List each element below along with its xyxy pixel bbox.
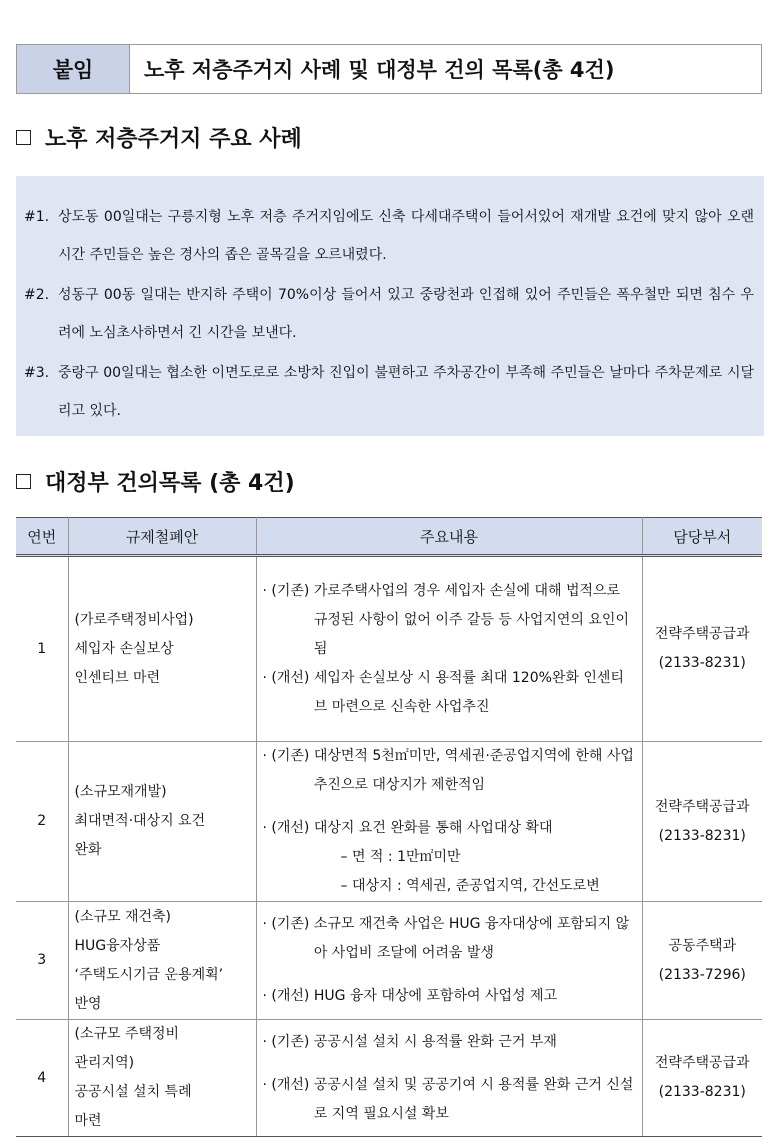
proposal-title-line: (가로주택정비사업) — [74, 611, 194, 628]
existing-item — [263, 742, 636, 800]
proposals-table — [16, 517, 762, 1137]
sub-item: – 면 적 : 1만㎡미만 — [340, 849, 461, 865]
proposal-title-line: (소규모재개발) — [74, 784, 167, 800]
existing-label: · (기존) — [262, 582, 314, 599]
document-title: 노후 저층주거지 사례 및 대정부 건의 목록(총 4건) — [144, 58, 615, 82]
proposal-title-line: 완화 — [74, 842, 102, 858]
existing-label: · (기존) — [262, 1033, 314, 1050]
improved-item — [263, 982, 636, 1011]
proposal-title-line: 인센티브 마련 — [74, 669, 161, 686]
improved-text: 대상지 요건 완화를 통해 사업대상 확대 — [313, 820, 553, 836]
improved-label: · (개선) — [262, 988, 314, 1004]
case-item — [24, 276, 754, 352]
department-phone: (2133-8231) — [658, 827, 746, 844]
attachment-tag: 붙임 — [17, 45, 130, 93]
proposal-title-line: ‘주택도시기금 운용계획’ — [74, 966, 224, 983]
proposals-heading-text: 대정부 건의목록 (총 4건) — [45, 471, 295, 496]
proposals-heading — [16, 466, 295, 497]
case-text: 성동구 00동 일대는 반지하 주택이 70%이상 들어서 있고 중랑천과 인접해 있어 주민들은 폭우철만 되면 침수 우려에 노심초사하면서 긴 시간을 보낸다. — [58, 287, 754, 341]
sub-item: – 대상지 : 역세권, 준공업지역, 간선도로변 — [340, 878, 600, 894]
department-name: 공동주택과 — [668, 937, 737, 954]
cases-heading-text: 노후 저층주거지 주요 사례 — [45, 127, 302, 152]
case-number: #2. — [24, 287, 50, 303]
proposal-title — [68, 1020, 256, 1137]
department-name: 전략주택공급과 — [654, 798, 750, 815]
existing-text: 공공시설 설치 시 용적률 완화 근거 부재 — [313, 1033, 557, 1050]
table-header-row — [16, 518, 762, 556]
existing-label: · (기존) — [262, 748, 314, 764]
row-number: 2 — [16, 742, 68, 902]
existing-item — [263, 910, 636, 968]
department-cell — [642, 556, 762, 742]
department-phone: (2133-8231) — [658, 1084, 746, 1100]
department-cell — [642, 742, 762, 902]
department-phone: (2133-8231) — [658, 655, 746, 671]
existing-text: 대상면적 5천㎡미만, 역세권·준공업지역에 한해 사업 추진으로 대상지가 제한적임 — [313, 748, 634, 793]
department-name: 전략주택공급과 — [654, 626, 750, 642]
proposal-title-line: HUG융자상품 — [74, 937, 161, 954]
checkbox-square-icon — [16, 130, 31, 145]
table-row — [16, 556, 762, 742]
row-number: 4 — [16, 1020, 68, 1137]
cases-heading — [16, 122, 302, 153]
proposal-title — [68, 742, 256, 902]
improved-item — [263, 814, 636, 843]
column-header-no: 연번 — [16, 518, 68, 556]
proposal-title-line: 세입자 손실보상 — [74, 640, 174, 657]
proposal-title — [68, 902, 256, 1020]
column-header-dept: 담당부서 — [642, 518, 762, 556]
content-cell — [256, 902, 642, 1020]
proposal-title-line: 최대면적·대상지 요건 — [74, 813, 206, 829]
column-header-proposal: 규제철폐안 — [68, 518, 256, 556]
table-row — [16, 902, 762, 1020]
proposal-title-line: 관리지역) — [74, 1055, 135, 1071]
existing-item — [263, 1028, 636, 1057]
table-row — [16, 1020, 762, 1137]
proposal-title-line: (소규모 재건축) — [74, 908, 172, 925]
improved-label: · (개선) — [262, 820, 314, 836]
existing-item — [263, 577, 636, 664]
content-cell — [256, 1020, 642, 1137]
content-cell — [256, 742, 642, 902]
case-number: #3. — [24, 365, 50, 381]
case-item — [24, 198, 754, 274]
table-row — [16, 742, 762, 902]
improved-text: HUG 융자 대상에 포함하여 사업성 제고 — [313, 988, 558, 1004]
case-text: 중랑구 00일대는 협소한 이면도로로 소방차 진입이 불편하고 주차공간이 부족해 주민들은 날마다 주차문제로 시달리고 있다. — [58, 365, 754, 419]
proposal-title-line: (소규모 주택정비 — [74, 1026, 180, 1042]
improved-label: · (개선) — [262, 669, 314, 686]
proposal-title-line: 마련 — [74, 1113, 102, 1129]
proposal-title-line: 공공시설 설치 특례 — [74, 1084, 192, 1100]
proposal-title-line: 반영 — [74, 995, 102, 1012]
column-header-content: 주요내용 — [256, 518, 642, 556]
improved-text: 공공시설 설치 및 공공기여 시 용적률 완화 근거 신설로 지역 필요시설 확보 — [313, 1076, 634, 1122]
existing-label: · (기존) — [262, 916, 314, 932]
row-number: 3 — [16, 902, 68, 1020]
department-name: 전략주택공급과 — [654, 1055, 750, 1071]
department-phone: (2133-7296) — [658, 966, 746, 983]
department-cell — [642, 1020, 762, 1137]
department-cell — [642, 902, 762, 1020]
improved-item — [263, 664, 636, 722]
proposal-title — [68, 556, 256, 742]
cases-box — [16, 176, 764, 436]
case-item — [24, 354, 754, 430]
document-title-bar — [16, 44, 762, 94]
case-text: 상도동 00일대는 구릉지형 노후 저층 주거지임에도 신축 다세대주택이 들어서있어 재개발 요건에 맞지 않아 오랜시간 주민들은 높은 경사의 좁은 골목길을 오르내렸다. — [58, 209, 754, 263]
content-cell — [256, 556, 642, 742]
improved-text: 세입자 손실보상 시 용적률 최대 120%완화 인센티브 마련으로 신속한 사업추진 — [313, 669, 624, 715]
improved-label: · (개선) — [262, 1076, 314, 1093]
case-number: #1. — [24, 209, 50, 225]
checkbox-square-icon — [16, 474, 31, 489]
row-number: 1 — [16, 556, 68, 742]
existing-text: 가로주택사업의 경우 세입자 손실에 대해 법적으로 규정된 사항이 없어 이주 갈등 등 사업지연의 요인이 됨 — [313, 582, 629, 657]
improved-item — [263, 1071, 636, 1129]
existing-text: 소규모 재건축 사업은 HUG 융자대상에 포함되지 않아 사업비 조달에 어려움 발생 — [313, 916, 630, 961]
